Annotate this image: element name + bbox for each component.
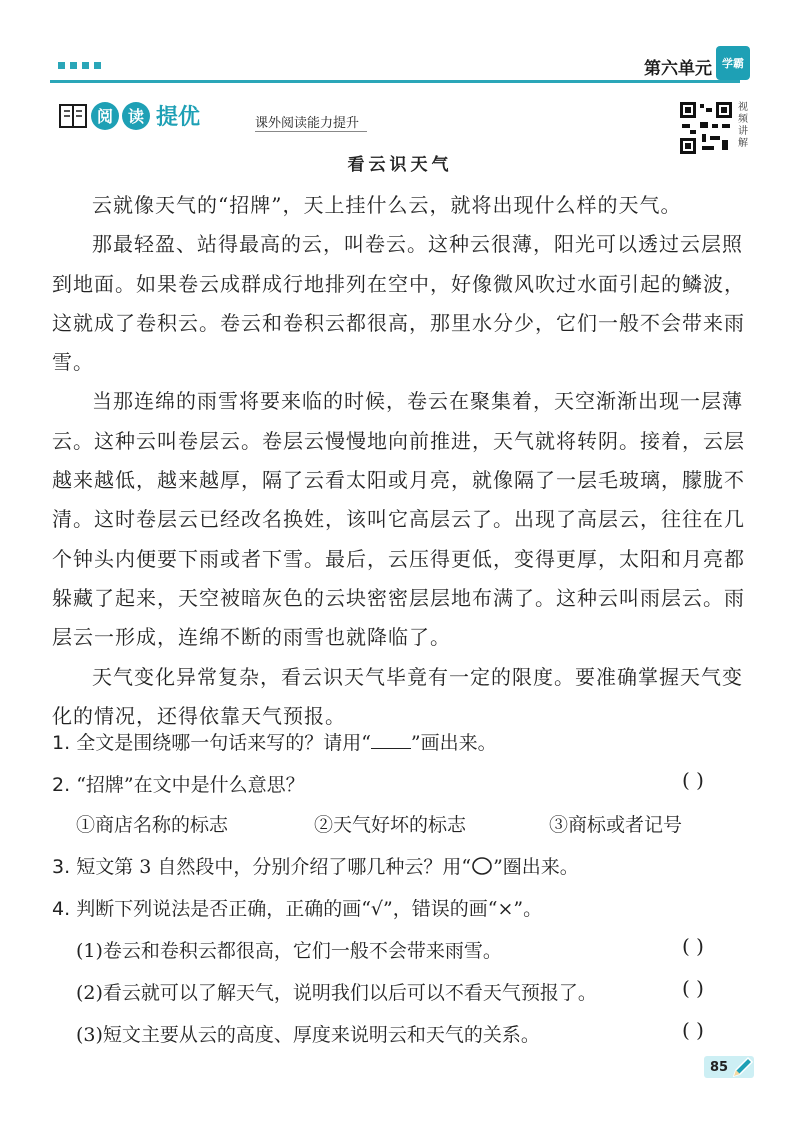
answer-blank-4-2[interactable]: ( ) [682, 976, 704, 1000]
judgement-item: (3)短文主要从云的高度、厚度来说明云和天气的关系。 [76, 1024, 540, 1046]
check-mark-icon: √ [370, 898, 384, 920]
qr-label: 视频讲解 [738, 102, 748, 149]
section-title: 提优 [156, 105, 201, 130]
unit-label: 第六单元 [644, 59, 712, 79]
option-3: ③商标或者记号 [549, 814, 683, 836]
paragraph: 那最轻盈、站得最高的云，叫卷云。这种云很薄，阳光可以透过云层照到地面。如果卷云成群成行地排列在空中，好像微风吹过水面引起的鳞波，这就成了卷积云。卷云和卷积云都很高，那里水分少，它们一般不会带来雨雪。 [52, 232, 745, 375]
header-rule [50, 56, 740, 83]
qr-code-icon[interactable] [678, 100, 734, 156]
option-2: ②天气好坏的标志 [314, 814, 467, 836]
book-icon [58, 102, 88, 130]
question-3: 3. 短文第 3 自然段中，分别介绍了哪几种云？用“ ”圈出来。 [52, 856, 579, 878]
option-1: ①商店名称的标志 [76, 814, 229, 836]
article-body [52, 186, 752, 736]
answer-blank-4-1[interactable]: ( ) [682, 934, 704, 958]
cross-mark-icon: × [497, 898, 514, 920]
badge-read-1: 阅 [91, 102, 119, 130]
section-subtitle: 课外阅读能力提升 [255, 112, 367, 132]
question-1: 1. 全文是围绕哪一句话来写的？请用“ ”画出来。 [52, 732, 497, 754]
answer-blank-q2[interactable]: ( ) [682, 768, 704, 792]
header-dots [58, 62, 101, 69]
underline-sample [371, 748, 411, 749]
judgement-item: (2)看云就可以了解天气，说明我们以后可以不看天气预报了。 [76, 982, 597, 1004]
page-number: 85 [704, 1056, 754, 1078]
question-2: 2. “招牌”在文中是什么意思？ [52, 774, 305, 796]
paragraph: 云就像天气的“招牌”，天上挂什么云，就将出现什么样的天气。 [92, 193, 682, 217]
paragraph: 当那连绵的雨雪将要来临的时候，卷云在聚集着，天空渐渐出现一层薄云。这种云叫卷层云。卷层云慢慢地向前推进，天气就将转阴。接着，云层越来越低，越来越厚，隔了云看太阳或月亮，就像隔了一层毛玻璃，朦胧不清。这时卷层云已经改名换姓，该叫它高层云了。出现了高层云，往往在几个钟头内便要下雨或者下雪。最后，云压得更低，变得更厚，太阳和月亮都躲藏了起来，天空被暗灰色的云块密密层层地布满了。这种云叫雨层云。雨层云一形成，连绵不断的雨雪也就降临了。 [52, 389, 745, 650]
paragraph: 天气变化异常复杂，看云识天气毕竟有一定的限度。要准确掌握天气变化的情况，还得依靠天气预报。 [52, 664, 743, 728]
answer-blank-4-3[interactable]: ( ) [682, 1018, 704, 1042]
badge-read-2: 读 [122, 102, 150, 130]
pencil-icon [730, 1054, 756, 1080]
article-title: 看云识天气 [347, 155, 453, 175]
circle-sample-icon [471, 856, 493, 876]
question-4: 4. 判断下列说法是否正确，正确的画“√”，错误的画“×”。 [52, 898, 543, 920]
judgement-item: (1)卷云和卷积云都很高，它们一般不会带来雨雪。 [76, 940, 502, 962]
brand-logo: 学霸 [716, 46, 750, 80]
section-heading [58, 100, 200, 131]
